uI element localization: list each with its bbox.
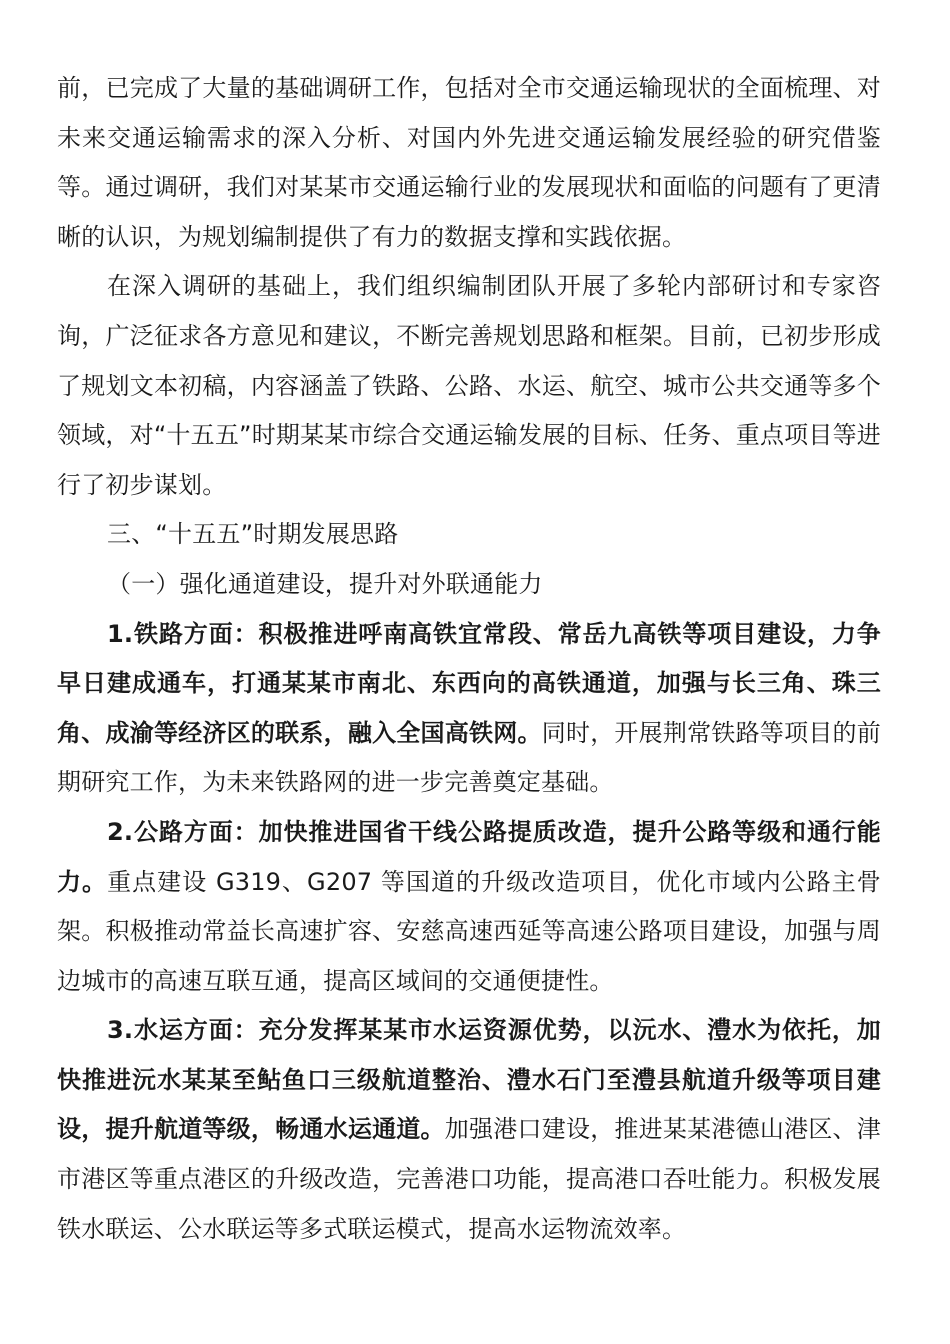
- waterway-detail: 加强港口建设，推进某某港德山港区、津市港区等重点港区的升级改造，完善港口功能，提高港口吞吐能力。积极发展铁水联运、公水联运等多式联运模式，提高水运物流效率。: [57, 1115, 881, 1243]
- paragraph-draft-progress: 在深入调研的基础上，我们组织编制团队开展了多轮内部研讨和专家咨询，广泛征求各方意见和建议，不断完善规划思路和框架。目前，已初步形成了规划文本初稿，内容涵盖了铁路、公路、水运、航空、城市公共交通等多个领域，对“十五五”时期某某市综合交通运输发展的目标、任务、重点项目等进行了初步谋划。: [57, 272, 881, 499]
- waterway-bold-lead: 3.水运方面：充分发挥某某市水运资源优势，以沅水、澧水为依托，加快推进沅水某某至鲇鱼口三级航道整治、澧水石门至澧县航道升级等项目建设，提升航道等级，畅通水运通道。: [57, 1016, 881, 1144]
- subsection-heading: （一）强化通道建设，提升对外联通能力: [107, 569, 543, 598]
- paragraph-waterway: [57, 1006, 881, 1254]
- highway-detail: 重点建设 G319、G207 等国道的升级改造项目，优化市域内公路主骨架。积极推动常益长高速扩容、安慈高速西延等高速公路项目建设，加强与周边城市的高速互联互通，提高区域间的交通便捷性。: [57, 867, 881, 995]
- railway-detail: 同时，开展荆常铁路等项目的前期研究工作，为未来铁路网的进一步完善奠定基础。: [57, 718, 881, 797]
- document-body: [57, 64, 881, 1254]
- paragraph-research-continued: 前，已完成了大量的基础调研工作，包括对全市交通运输现状的全面梳理、对未来交通运输需求的深入分析、对国内外先进交通运输发展经验的研究借鉴等。通过调研，我们对某某市交通运输行业的发展现状和面临的问题有了更清晰的认识，为规划编制提供了有力的数据支撑和实践依据。: [57, 74, 881, 251]
- highway-bold-lead: 2.公路方面：加快推进国省干线公路提质改造，提升公路等级和通行能力。: [57, 817, 881, 896]
- section-heading: 三、“十五五”时期发展思路: [107, 520, 399, 549]
- railway-bold-lead: 1.铁路方面：积极推进呼南高铁宜常段、常岳九高铁等项目建设，力争早日建成通车，打通某某市南北、东西向的高铁通道，加强与长三角、珠三角、成渝等经济区的联系，融入全国高铁网。: [57, 619, 881, 747]
- paragraph-highway: [57, 808, 881, 1006]
- paragraph-railway: [57, 610, 881, 808]
